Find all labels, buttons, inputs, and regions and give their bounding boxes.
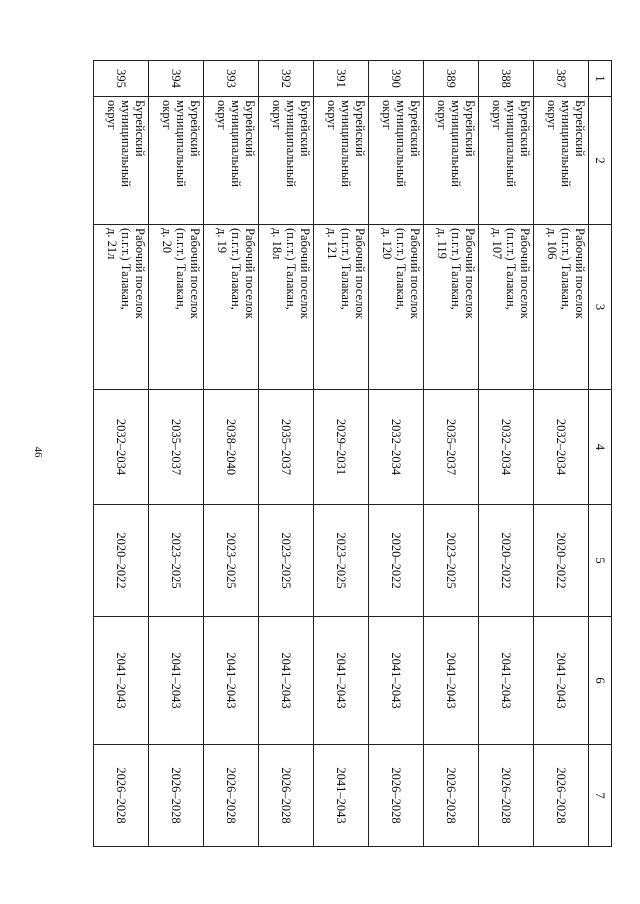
address-cell-line: Рабочий поселок xyxy=(243,228,257,319)
address-cell-line: Рабочий поселок xyxy=(463,228,477,319)
district-cell-line: округ xyxy=(270,100,284,130)
row-number-cell: 394 xyxy=(149,61,204,97)
address-cell-line: Рабочий поселок xyxy=(353,228,367,319)
rotated-table-frame xyxy=(105,60,612,846)
row-number-cell: 392 xyxy=(259,61,314,97)
district-cell-line: муниципальный xyxy=(339,100,353,187)
district-cell-line: Бурейский xyxy=(188,100,202,157)
period-cell: 2035–2037 xyxy=(259,390,314,505)
table-row xyxy=(204,61,259,847)
period-cell: 2023–2025 xyxy=(314,505,369,617)
district-cell xyxy=(369,97,424,225)
address-cell-line: д. 19 xyxy=(215,228,229,254)
address-cell-line: д. 107 xyxy=(490,228,504,260)
period-cell: 2032–2034 xyxy=(479,390,534,505)
address-cell-line: д. 20 xyxy=(160,228,174,254)
address-cell-line: д. 119 xyxy=(435,228,449,259)
district-cell xyxy=(479,97,534,225)
district-cell-line: Бурейский xyxy=(298,100,312,157)
district-cell xyxy=(149,97,204,225)
period-cell: 2041–2043 xyxy=(94,617,149,745)
table-row xyxy=(479,61,534,847)
district-cell-line: округ xyxy=(325,100,339,130)
period-cell: 2029–2031 xyxy=(314,390,369,505)
address-cell-line: Рабочий поселок xyxy=(133,228,147,319)
address-cell xyxy=(259,225,314,390)
address-cell-line: (п.г.т.) Талакан, xyxy=(394,228,408,310)
address-cell xyxy=(204,225,259,390)
district-cell-line: муниципальный xyxy=(119,100,133,187)
district-cell-line: муниципальный xyxy=(394,100,408,187)
district-cell-line: округ xyxy=(215,100,229,130)
header-cell: 2 xyxy=(589,97,612,225)
address-cell-line: (п.г.т.) Талакан, xyxy=(284,228,298,310)
period-cell: 2035–2037 xyxy=(149,390,204,505)
period-cell: 2026–2028 xyxy=(94,745,149,847)
period-cell: 2035–2037 xyxy=(424,390,479,505)
row-number-cell: 390 xyxy=(369,61,424,97)
district-cell-line: Бурейский xyxy=(463,100,477,157)
district-cell-line: округ xyxy=(490,100,504,130)
address-cell xyxy=(534,225,589,390)
period-cell: 2026–2028 xyxy=(149,745,204,847)
address-cell-line: (п.г.т.) Талакан, xyxy=(339,228,353,310)
row-number-cell: 391 xyxy=(314,61,369,97)
address-cell xyxy=(94,225,149,390)
address-cell-line: (п.г.т.) Талакан, xyxy=(559,228,573,310)
address-cell-line: Рабочий поселок xyxy=(408,228,422,319)
table-row xyxy=(259,61,314,847)
address-cell-line: д. 21л xyxy=(105,228,119,260)
period-cell: 2041–2043 xyxy=(369,617,424,745)
header-cell: 3 xyxy=(589,225,612,390)
header-row xyxy=(589,61,612,847)
row-number-cell: 395 xyxy=(94,61,149,97)
district-cell xyxy=(259,97,314,225)
address-cell xyxy=(314,225,369,390)
table-row xyxy=(149,61,204,847)
period-cell: 2026–2028 xyxy=(204,745,259,847)
period-cell: 2026–2028 xyxy=(424,745,479,847)
period-cell: 2041–2043 xyxy=(314,745,369,847)
table-row xyxy=(369,61,424,847)
district-cell-line: округ xyxy=(545,100,559,130)
header-cell: 6 xyxy=(589,617,612,745)
period-cell: 2020–2022 xyxy=(479,505,534,617)
period-cell: 2020–2022 xyxy=(369,505,424,617)
district-cell-line: Бурейский xyxy=(573,100,587,157)
table-body xyxy=(94,61,612,847)
period-cell: 2026–2028 xyxy=(369,745,424,847)
period-cell: 2023–2025 xyxy=(149,505,204,617)
period-cell: 2032–2034 xyxy=(369,390,424,505)
district-cell-line: Бурейский xyxy=(353,100,367,157)
table-row xyxy=(424,61,479,847)
address-cell xyxy=(149,225,204,390)
district-cell xyxy=(94,97,149,225)
district-cell-line: муниципальный xyxy=(174,100,188,187)
period-cell: 2023–2025 xyxy=(259,505,314,617)
district-cell-line: Бурейский xyxy=(243,100,257,157)
table-row xyxy=(534,61,589,847)
district-cell-line: муниципальный xyxy=(449,100,463,187)
district-cell-line: муниципальный xyxy=(284,100,298,187)
period-cell: 2026–2028 xyxy=(479,745,534,847)
period-cell: 2020–2022 xyxy=(94,505,149,617)
row-number-cell: 388 xyxy=(479,61,534,97)
address-cell-line: д. 120 xyxy=(380,228,394,260)
period-cell: 2041–2043 xyxy=(314,617,369,745)
page-number: 46 xyxy=(32,446,44,458)
district-cell-line: муниципальный xyxy=(229,100,243,187)
district-cell xyxy=(314,97,369,225)
period-cell: 2026–2028 xyxy=(534,745,589,847)
period-cell: 2032–2034 xyxy=(534,390,589,505)
period-cell: 2041–2043 xyxy=(424,617,479,745)
address-cell-line: (п.г.т.) Талакан, xyxy=(449,228,463,310)
address-cell-line: д. 121 xyxy=(325,228,339,260)
address-cell-line: (п.г.т.) Талакан, xyxy=(504,228,518,310)
header-cell: 5 xyxy=(589,505,612,617)
address-cell-line: Рабочий поселок xyxy=(518,228,532,319)
district-cell xyxy=(424,97,479,225)
district-cell-line: округ xyxy=(105,100,119,130)
district-cell-line: округ xyxy=(160,100,174,130)
address-cell-line: (п.г.т.) Талакан, xyxy=(229,228,243,310)
table-row xyxy=(94,61,149,847)
period-cell: 2023–2025 xyxy=(204,505,259,617)
district-cell-line: муниципальный xyxy=(504,100,518,187)
data-table xyxy=(93,60,612,847)
period-cell: 2038–2040 xyxy=(204,390,259,505)
district-cell xyxy=(204,97,259,225)
header-cell: 7 xyxy=(589,745,612,847)
address-cell-line: Рабочий поселок xyxy=(188,228,202,319)
period-cell: 2041–2043 xyxy=(534,617,589,745)
address-cell-line: Рабочий поселок xyxy=(298,228,312,319)
address-cell-line: Рабочий поселок xyxy=(573,228,587,319)
table-row xyxy=(314,61,369,847)
address-cell xyxy=(479,225,534,390)
address-cell-line: (п.г.т.) Талакан, xyxy=(119,228,133,310)
district-cell-line: Бурейский xyxy=(518,100,532,157)
period-cell: 2023–2025 xyxy=(424,505,479,617)
period-cell: 2026–2028 xyxy=(259,745,314,847)
row-number-cell: 389 xyxy=(424,61,479,97)
row-number-cell: 393 xyxy=(204,61,259,97)
period-cell: 2032–2034 xyxy=(94,390,149,505)
header-cell: 1 xyxy=(589,61,612,97)
address-cell-line: д. 106 xyxy=(545,228,559,260)
district-cell-line: округ xyxy=(435,100,449,130)
period-cell: 2041–2043 xyxy=(479,617,534,745)
address-cell-line: (п.г.т.) Талакан, xyxy=(174,228,188,310)
period-cell: 2041–2043 xyxy=(204,617,259,745)
address-cell-line: д. 18л xyxy=(270,228,284,260)
district-cell-line: Бурейский xyxy=(408,100,422,157)
period-cell: 2041–2043 xyxy=(149,617,204,745)
period-cell: 2020–2022 xyxy=(534,505,589,617)
address-cell xyxy=(424,225,479,390)
district-cell-line: округ xyxy=(380,100,394,130)
period-cell: 2041–2043 xyxy=(259,617,314,745)
district-cell-line: Бурейский xyxy=(133,100,147,157)
address-cell xyxy=(369,225,424,390)
header-cell: 4 xyxy=(589,390,612,505)
row-number-cell: 387 xyxy=(534,61,589,97)
district-cell xyxy=(534,97,589,225)
district-cell-line: муниципальный xyxy=(559,100,573,187)
